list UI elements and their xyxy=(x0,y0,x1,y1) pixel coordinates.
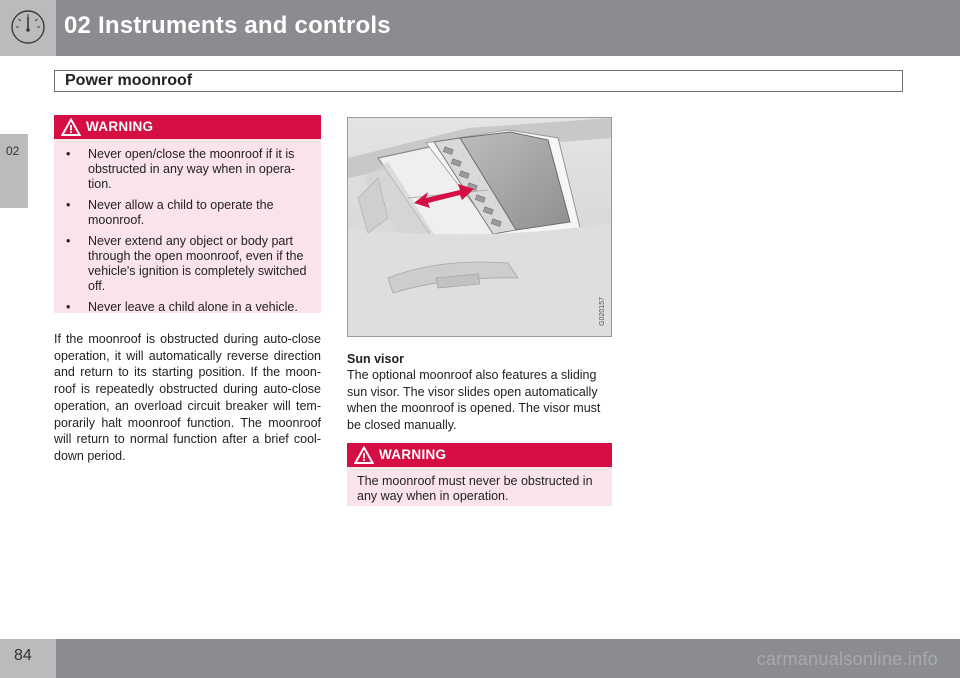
section-title: Power moonroof xyxy=(65,72,193,89)
gauge-icon xyxy=(9,8,47,46)
bullet-icon: • xyxy=(66,300,71,314)
warning-list-item xyxy=(66,234,313,294)
obstruction-paragraph: If the moonroof is obstructed during auto-close operation, it will automatically reverse direction and return to its starting position. If the moon-roof is repeatedly obstructed during auto-close operation, an overload circuit breaker will tem-porarily halt moonroof function. The moonroof will return to normal function after a brief cool-down period. xyxy=(54,332,321,463)
warning-list-item xyxy=(66,198,313,228)
bullet-icon: • xyxy=(66,234,71,248)
footer-tab xyxy=(0,639,56,678)
warning-item-text: Never extend any object or body part through the open moonroof, even if the vehicle's ignition is completely switched off. xyxy=(88,234,307,293)
figure-code: G020157 xyxy=(599,297,606,326)
chapter-side-tab xyxy=(0,134,28,208)
warning-header xyxy=(347,443,612,467)
warning-title: WARNING xyxy=(86,119,154,134)
warning-triangle-icon xyxy=(353,445,375,465)
warning-list xyxy=(54,139,321,327)
watermark: carmanualsonline.info xyxy=(756,649,938,669)
chapter-side-tab-label: 02 xyxy=(6,144,20,158)
warning-list-item xyxy=(66,300,313,315)
warning-item-text: Never allow a child to operate the moonroof. xyxy=(88,198,274,227)
warning-title: WARNING xyxy=(379,447,447,462)
moonroof-photo xyxy=(347,117,612,337)
bullet-icon: • xyxy=(66,198,71,212)
warning-text: The moonroof must never be obstructed in any way when in operation. xyxy=(357,474,593,503)
warning-list-item xyxy=(66,147,313,192)
warning-box-1 xyxy=(54,115,321,313)
chapter-title: 02 Instruments and controls xyxy=(64,12,391,39)
page-number: 84 xyxy=(14,647,32,664)
warning-item-text: Never open/close the moonroof if it is obstructed in any way when in opera-tion. xyxy=(88,147,296,191)
moonroof-illustration xyxy=(348,118,611,336)
bullet-icon: • xyxy=(66,147,71,161)
footer-bar xyxy=(0,639,960,678)
warning-triangle-icon xyxy=(60,117,82,137)
sun-visor-heading: Sun visor xyxy=(347,352,404,366)
warning-item-text: Never leave a child alone in a vehicle. xyxy=(88,300,298,314)
sun-visor-paragraph: The optional moonroof also features a sliding sun visor. The visor slides open automatically when the moonroof is opened. The visor must be closed manually. xyxy=(347,368,601,433)
header-tab xyxy=(0,0,56,56)
header-bar xyxy=(0,0,960,56)
warning-header xyxy=(54,115,321,139)
section-title-box xyxy=(54,70,903,92)
warning-box-2 xyxy=(347,443,612,506)
